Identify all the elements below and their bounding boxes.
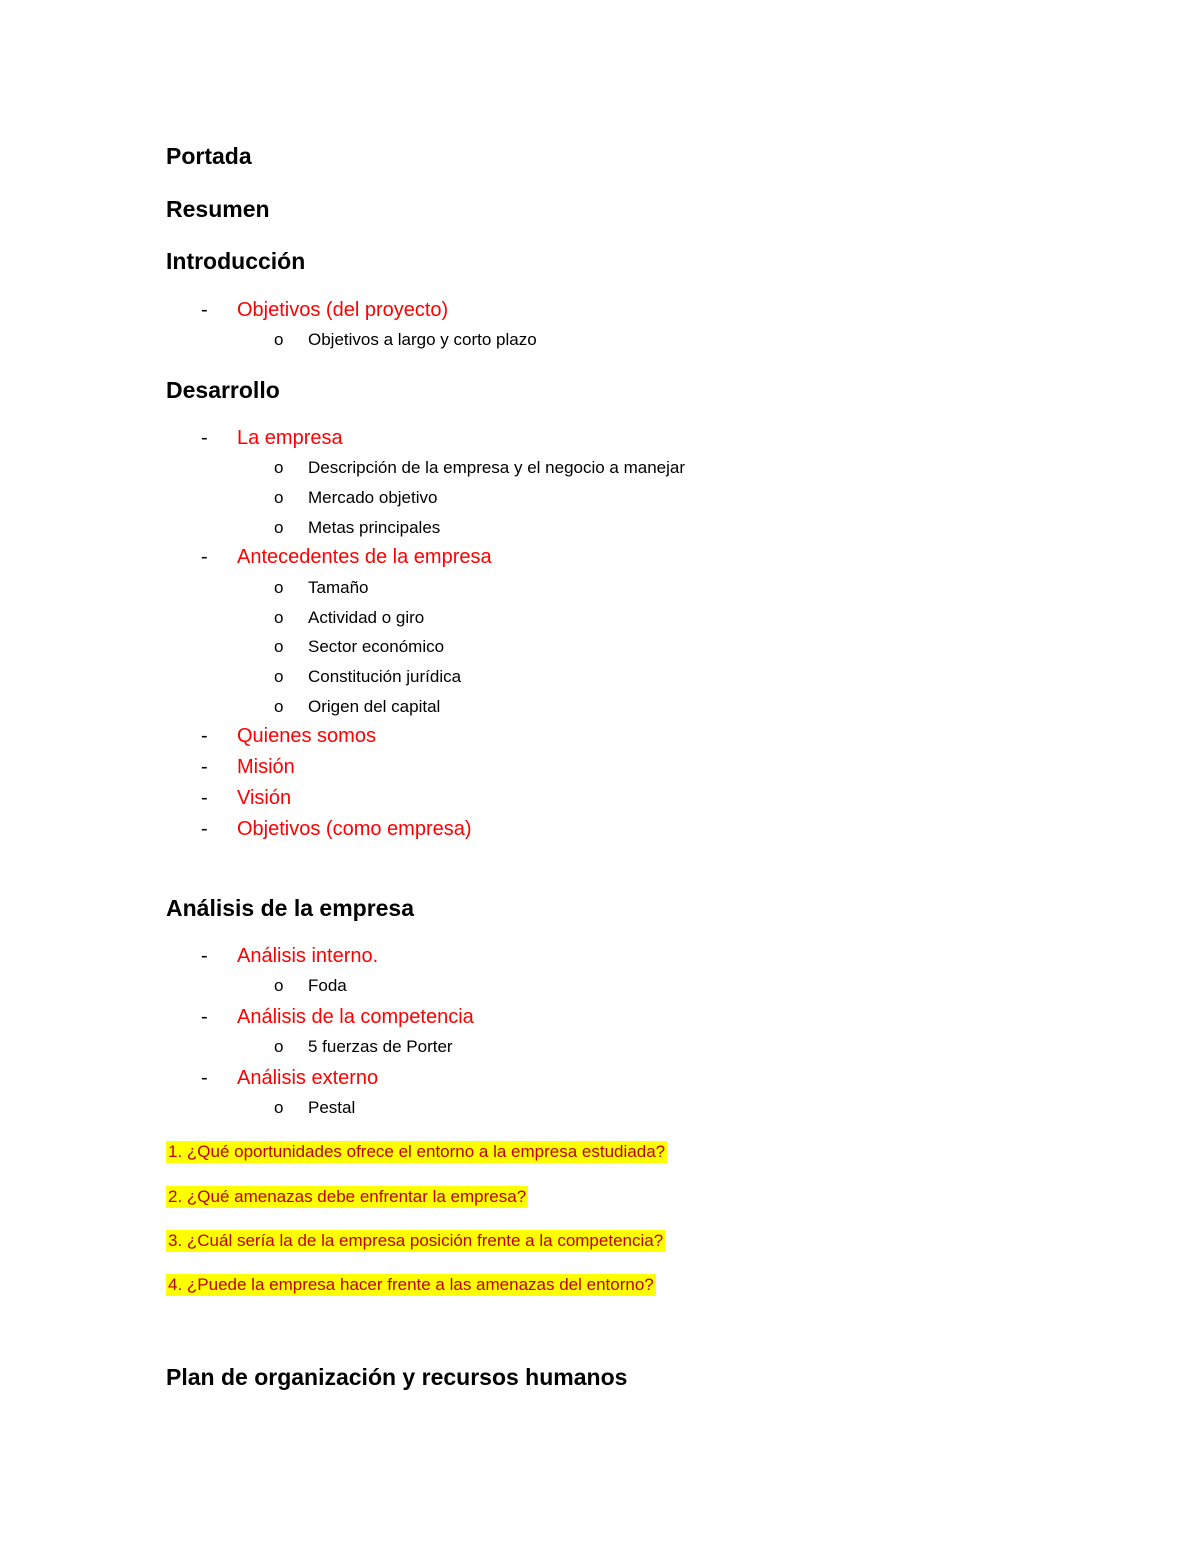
dash-marker: -: [201, 299, 208, 321]
heading-desarrollo: Desarrollo: [166, 377, 280, 403]
sub-item-pestal: Pestal: [308, 1098, 356, 1117]
list-item-objetivos-proyecto: Objetivos (del proyecto): [237, 299, 449, 321]
sub-item-sector: Sector económico: [308, 637, 445, 656]
heading-introduccion: Introducción: [166, 248, 306, 274]
sub-item-metas: Metas principales: [308, 518, 441, 537]
list-item-analisis-competencia: Análisis de la competencia: [237, 1006, 474, 1028]
bullet-marker: o: [274, 458, 284, 477]
heading-portada: Portada: [166, 143, 252, 169]
dash-marker: -: [201, 546, 208, 568]
heading-resumen: Resumen: [166, 196, 270, 222]
list-item-objetivos-empresa: Objetivos (como empresa): [237, 818, 472, 840]
dash-marker: -: [201, 1067, 208, 1089]
dash-marker: -: [201, 725, 208, 747]
dash-marker: -: [201, 756, 208, 778]
dash-marker: -: [201, 818, 208, 840]
bullet-marker: o: [274, 1098, 284, 1117]
bullet-marker: o: [274, 1037, 284, 1056]
bullet-marker: o: [274, 518, 284, 537]
sub-item-descripcion: Descripción de la empresa y el negocio a manejar: [308, 458, 686, 477]
list-item-mision: Misión: [237, 756, 295, 778]
bullet-marker: o: [274, 697, 284, 716]
sub-item-constitucion: Constitución jurídica: [308, 667, 462, 686]
sub-item-mercado: Mercado objetivo: [308, 488, 438, 507]
heading-plan-organizacion: Plan de organización y recursos humanos: [166, 1364, 628, 1390]
heading-analisis: Análisis de la empresa: [166, 895, 415, 921]
bullet-marker: o: [274, 608, 284, 627]
dash-marker: -: [201, 427, 208, 449]
bullet-marker: o: [274, 488, 284, 507]
sub-item-tamano: Tamaño: [308, 578, 369, 597]
sub-item-objetivos-plazo: Objetivos a largo y corto plazo: [308, 330, 537, 349]
bullet-marker: o: [274, 637, 284, 656]
sub-item-porter: 5 fuerzas de Porter: [308, 1037, 453, 1056]
sub-item-origen: Origen del capital: [308, 697, 441, 716]
dash-marker: -: [201, 945, 208, 967]
question-4: 4. ¿Puede la empresa hacer frente a las amenazas del entorno?: [168, 1275, 654, 1294]
bullet-marker: o: [274, 330, 284, 349]
dash-marker: -: [201, 787, 208, 809]
list-item-analisis-interno: Análisis interno.: [237, 945, 379, 967]
question-1: 1. ¿Qué oportunidades ofrece el entorno a la empresa estudiada?: [168, 1142, 666, 1161]
bullet-marker: o: [274, 667, 284, 686]
dash-marker: -: [201, 1006, 208, 1028]
question-2: 2. ¿Qué amenazas debe enfrentar la empresa?: [168, 1187, 527, 1206]
sub-item-foda: Foda: [308, 976, 347, 995]
list-item-quienes-somos: Quienes somos: [237, 725, 376, 747]
bullet-marker: o: [274, 976, 284, 995]
question-3: 3. ¿Cuál sería la de la empresa posición frente a la competencia?: [168, 1231, 664, 1250]
sub-item-actividad: Actividad o giro: [308, 608, 425, 627]
list-item-vision: Visión: [237, 787, 292, 809]
list-item-la-empresa: La empresa: [237, 427, 343, 449]
list-item-analisis-externo: Análisis externo: [237, 1067, 379, 1089]
list-item-antecedentes: Antecedentes de la empresa: [237, 546, 492, 568]
bullet-marker: o: [274, 578, 284, 597]
